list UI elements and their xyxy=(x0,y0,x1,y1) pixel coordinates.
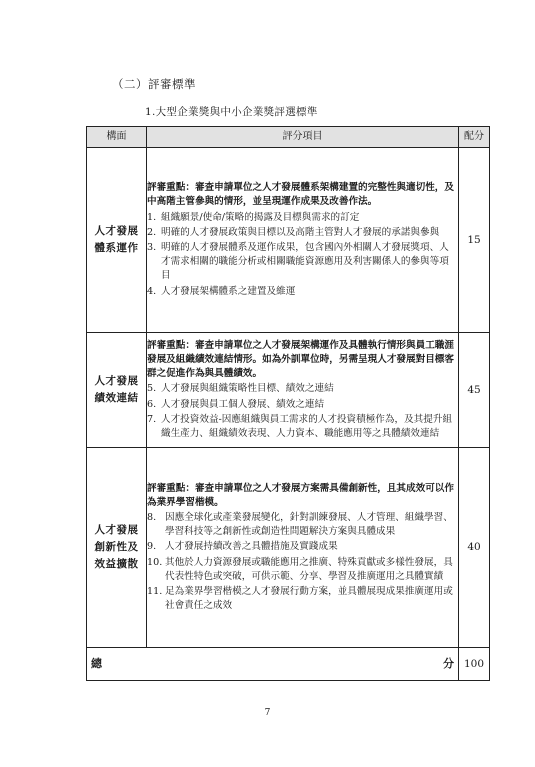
score-value: 40 xyxy=(459,448,490,648)
list-item: 10. 其他於人力資源發展或職能應用之推廣、特殊貢獻或多樣性發展，具代表性特色或突破，可供示範、分享、學習及推廣運用之具體實績 xyxy=(147,556,453,582)
list-item: 8. 因應全球化或產業發展變化，針對訓練發展、人才管理、組織學習、學習科技等之創新性或創造性問題解決方案與具體成果 xyxy=(147,511,453,538)
list-item: 3. 明確的人才發展體系及運作成果，包含國內外相關人才發展獎項、人才需求相關的職能分析或相關職能資源應用及利害關係人的參與等項目 xyxy=(147,242,449,282)
criteria-cell xyxy=(147,448,459,648)
header-score: 配分 xyxy=(459,127,490,148)
dimension-name: 人才發展 體系運作 xyxy=(87,148,147,333)
list-item: 6. 人才發展與員工個人發展、績效之連結 xyxy=(147,398,325,410)
review-focus: 評審重點：審查申請單位之人才發展架構運作及具體執行情形與員工職涯發展及組織績效連結情形。如為外訓單位時，另需呈現人才發展對目標客群之促進作為與具體績效。 xyxy=(147,339,454,380)
review-focus: 評審重點：審查申請單位之人才發展體系架構建置的完整性與適切性，及中高階主管參與的情形，並呈現運作成果及改善作法。 xyxy=(147,182,454,208)
list-item: 11. 足為業界學習楷模之人才發展行動方案，並具體展現成果推廣運用或社會責任之成效 xyxy=(147,586,453,612)
total-row xyxy=(87,648,490,681)
dimension-name: 人才發展 創新性及 效益擴散 xyxy=(87,448,147,648)
total-label xyxy=(87,648,459,681)
sub-title: 1.大型企業獎與中小企業獎評選標準 xyxy=(145,106,318,118)
total-label-left: 總 xyxy=(91,656,102,670)
header-items: 評分項目 xyxy=(147,127,459,148)
header-dimension: 構面 xyxy=(87,127,147,148)
list-item: 5. 人才發展與組織策略性目標、績效之連結 xyxy=(147,383,334,395)
list-item: 9. 人才發展持續改善之具體措施及實踐成果 xyxy=(147,541,338,553)
total-label-right: 分 xyxy=(443,656,454,670)
table-header-row xyxy=(87,127,490,148)
table-row xyxy=(87,333,490,448)
dimension-name: 人才發展 績效連結 xyxy=(87,333,147,448)
score-value: 45 xyxy=(459,333,490,448)
list-item: 2. 明確的人才發展政策與目標以及高階主管對人才發展的承諾與參與 xyxy=(147,226,440,238)
total-score: 100 xyxy=(459,648,490,681)
table-row xyxy=(87,148,490,333)
table-row xyxy=(87,448,490,648)
section-title: （二）評審標準 xyxy=(112,77,196,91)
review-focus: 評審重點：審查申請單位之人才發展方案需具備創新性，且其成效可以作為業界學習楷模。 xyxy=(147,482,454,508)
criteria-cell xyxy=(147,148,459,333)
list-item: 4. 人才發展架構體系之建置及維運 xyxy=(147,285,296,297)
criteria-table xyxy=(86,126,490,681)
page-number: 7 xyxy=(264,708,271,718)
list-item: 7. 人才投資效益-因應組織與員工需求的人才投資積極作為，及其提升組織生產力、組織績效表現、人力資本、職能應用等之具體績效連結 xyxy=(147,413,453,439)
score-value: 15 xyxy=(459,148,490,333)
criteria-cell xyxy=(147,333,459,448)
list-item: 1. 組織願景/使命/策略的揭露及目標與需求的訂定 xyxy=(147,211,360,223)
